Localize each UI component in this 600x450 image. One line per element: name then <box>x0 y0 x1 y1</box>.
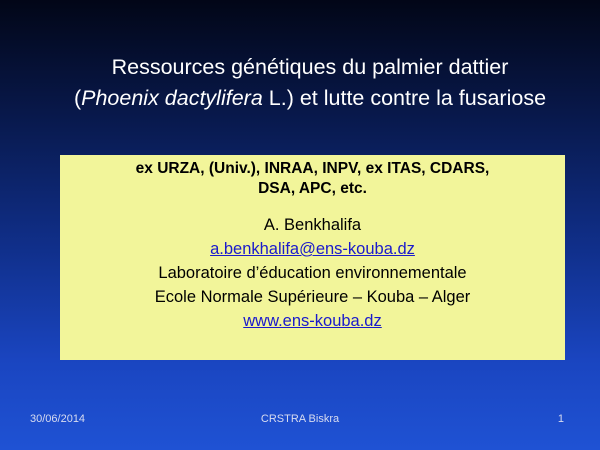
footer-date: 30/06/2014 <box>30 413 86 425</box>
title-line-2-rest: L.) et lutte contre la fusariose <box>262 86 547 110</box>
school-name: Ecole Normale Supérieure – Kouba – Alger <box>154 288 471 306</box>
page-number: 1 <box>557 413 564 425</box>
title-line-2 <box>20 83 600 114</box>
species-name: Phoenix dactylifera <box>81 86 263 110</box>
organizations <box>60 159 565 199</box>
author-name: A. Benkhalifa <box>263 216 362 234</box>
title-paren: ( <box>73 86 82 110</box>
title-line-1: Ressources génétiques du palmier dattier <box>111 55 509 79</box>
slide-title <box>20 52 600 114</box>
footer-center: CRSTRA Biskra <box>260 413 340 425</box>
email-link[interactable]: a.benkhalifa@ens-kouba.dz <box>210 240 415 258</box>
lab-name: Laboratoire d’éducation environnementale <box>158 264 467 282</box>
organizations-line-2: DSA, APC, etc. <box>258 180 367 197</box>
info-box <box>60 155 565 360</box>
author-block <box>60 213 565 333</box>
website-link[interactable]: www.ens-kouba.dz <box>243 312 382 330</box>
organizations-line-1: ex URZA, (Univ.), INRAA, INPV, ex ITAS, CDARS, <box>135 160 490 177</box>
